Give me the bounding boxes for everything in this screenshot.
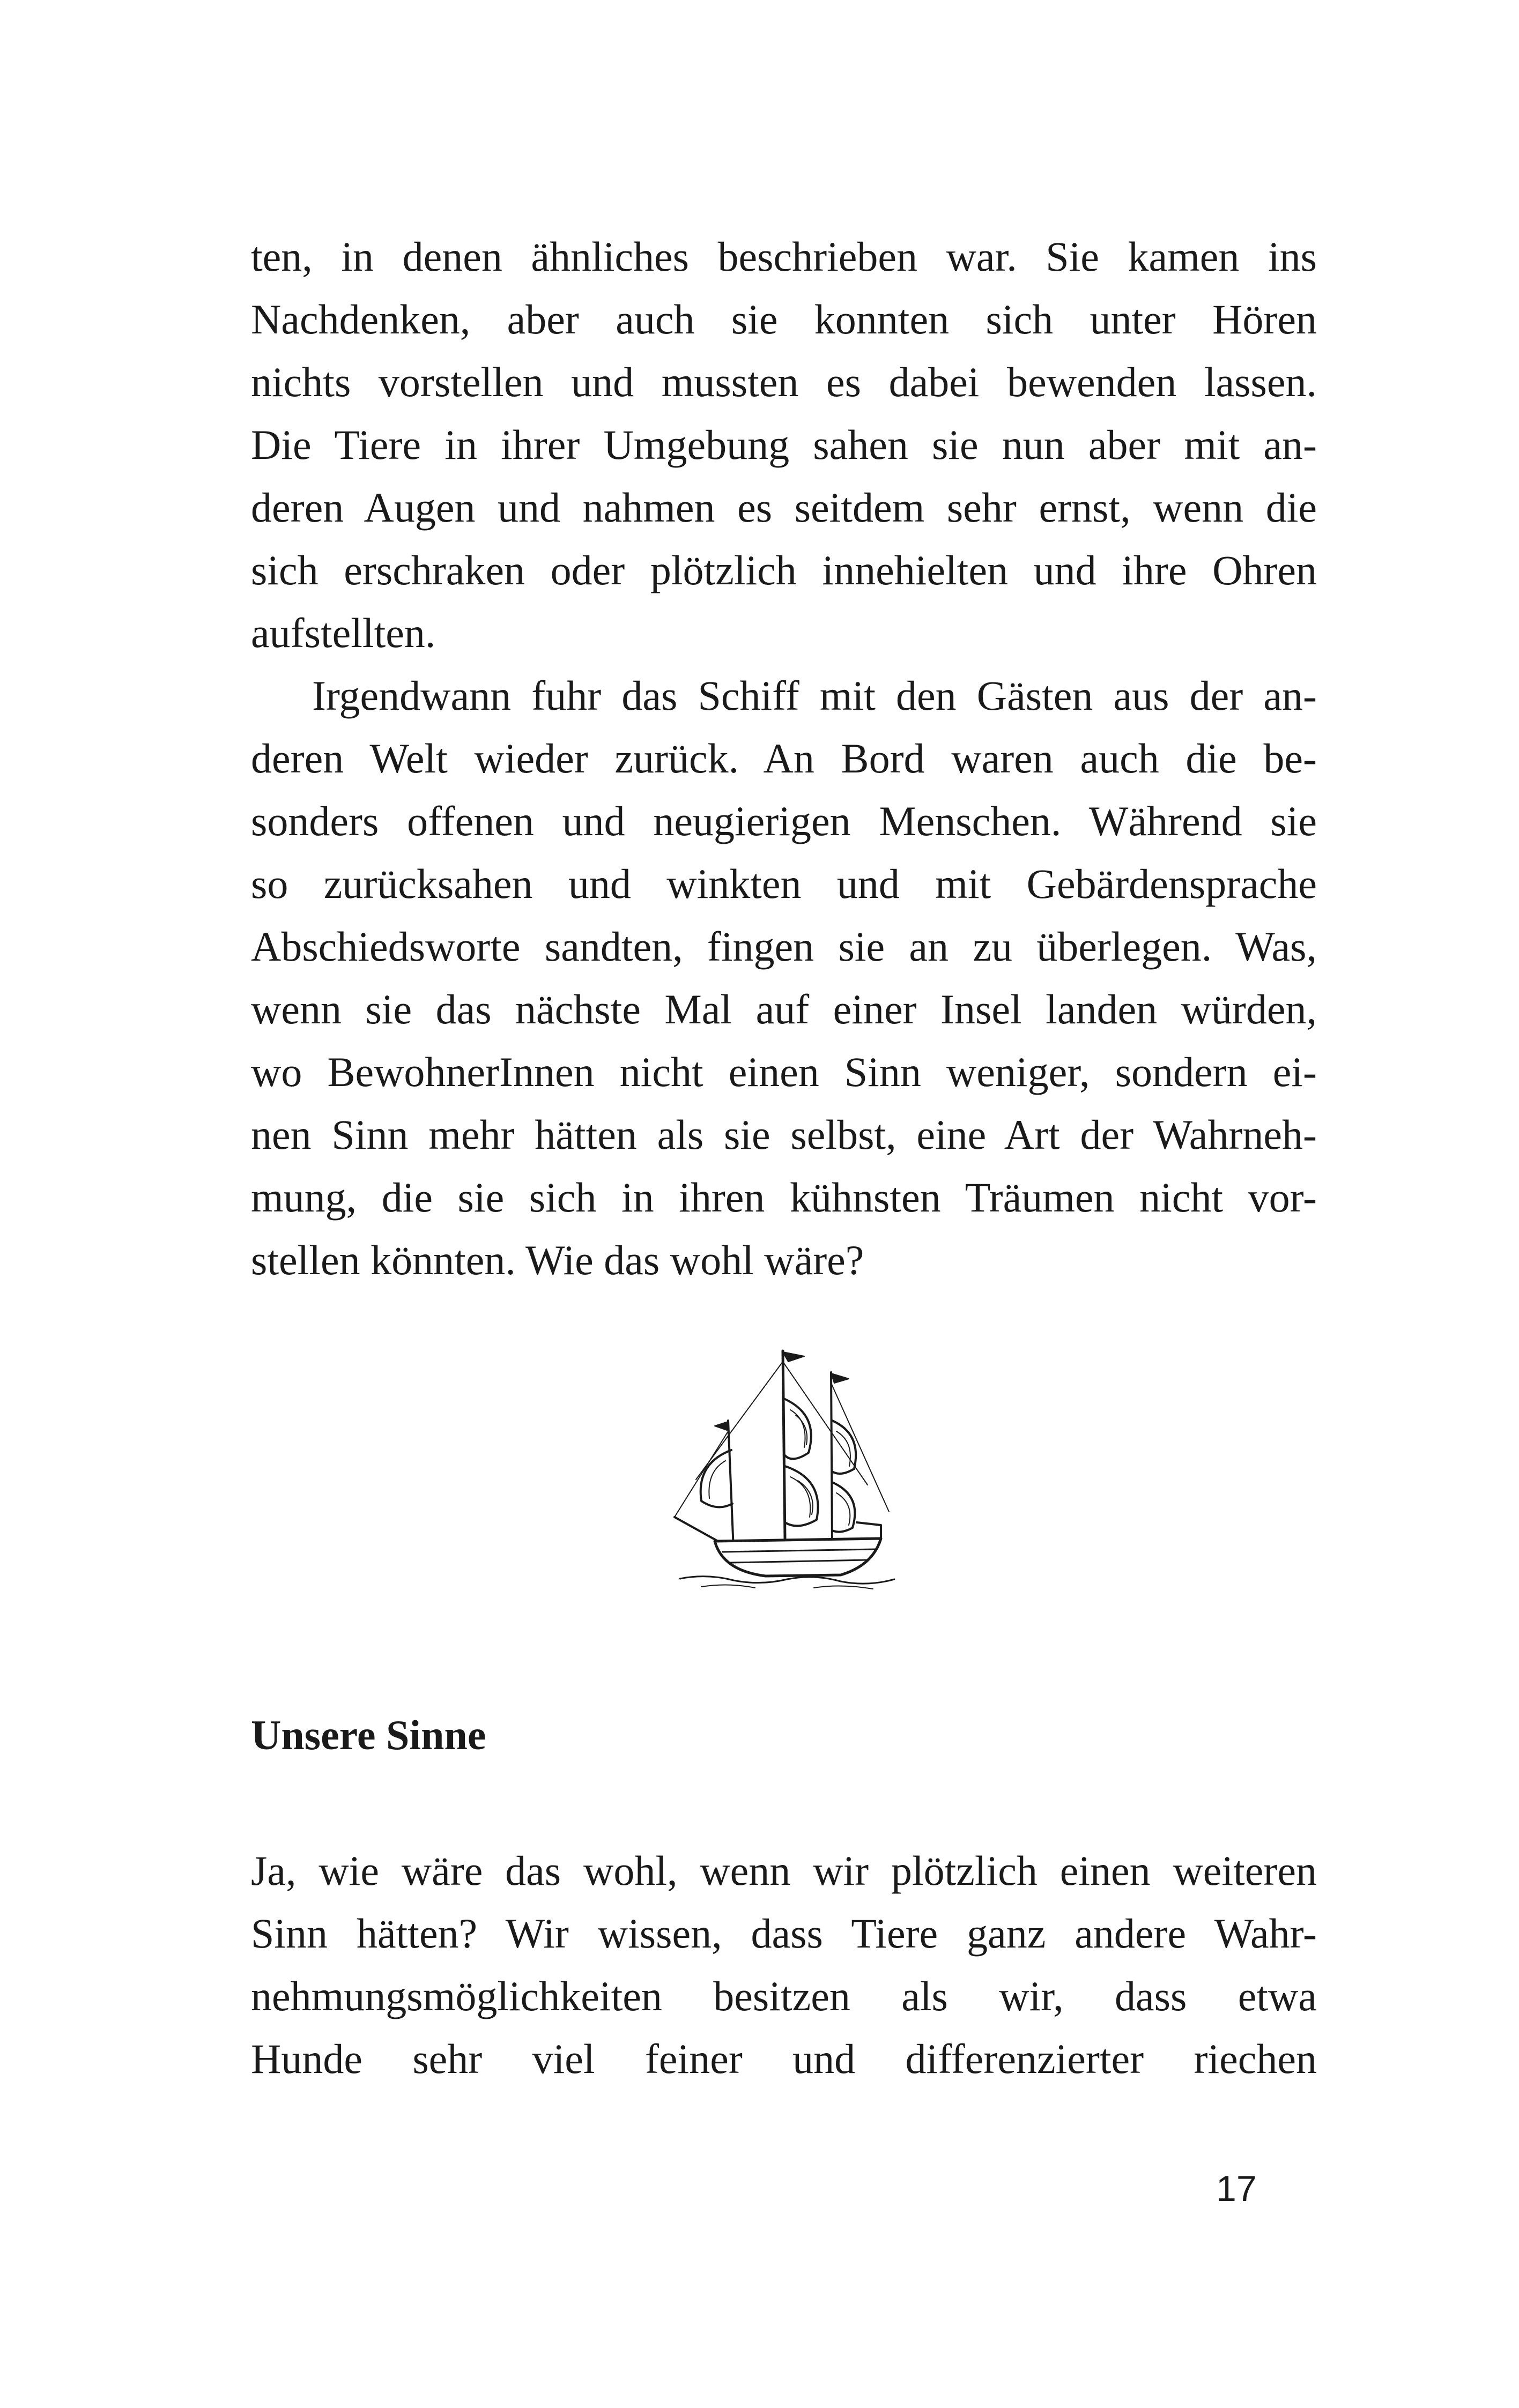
paragraph-2-line-5: Abschiedsworte sandten, fingen sie an zu überlegen. Was, (251, 923, 1317, 970)
paragraph-2-line-1: Irgendwann fuhr das Schiff mit den Gästen aus der an- (312, 672, 1317, 719)
paragraph-2-line-4: so zurücksahen und winkten und mit Gebärdensprache (251, 860, 1317, 907)
paragraph-2-line-6: wenn sie das nächste Mal auf einer Insel landen würden, (251, 986, 1317, 1032)
paragraph-1-line-6: sich erschraken oder plötzlich innehielten und ihre Ohren (251, 547, 1317, 593)
paragraph-2-line-8: nen Sinn mehr hätten als sie selbst, eine Art der Wahrneh- (251, 1111, 1317, 1158)
paragraph-1-line-1: ten, in denen ähnliches beschrieben war. Sie kamen ins (251, 233, 1317, 280)
paragraph-1-line-4: Die Tiere in ihrer Umgebung sahen sie nun aber mit an- (251, 421, 1317, 468)
paragraph-2-line-3: sonders offenen und neugierigen Menschen. Während sie (251, 798, 1317, 844)
section-heading: Unsere Sinne (251, 1712, 486, 1758)
section-paragraph-line-2: Sinn hätten? Wir wissen, dass Tiere ganz andere Wahr- (251, 1910, 1317, 1957)
section-paragraph-line-4: Hunde sehr viel feiner und differenzierter riechen (251, 2035, 1317, 2082)
paragraph-2-line-10: stellen könnten. Wie das wohl wäre? (251, 1237, 864, 1283)
section-paragraph-line-1: Ja, wie wäre das wohl, wenn wir plötzlich einen weiteren (251, 1847, 1317, 1894)
page-number: 17 (1216, 2168, 1257, 2209)
section-paragraph-line-3: nehmungsmöglichkeiten besitzen als wir, dass etwa (251, 1973, 1317, 2019)
sailing-ship-icon (664, 1340, 905, 1592)
paragraph-2-line-2: deren Welt wieder zurück. An Bord waren auch die be- (251, 735, 1317, 782)
paragraph-2-line-9: mung, die sie sich in ihren kühnsten Träumen nicht vor- (251, 1174, 1317, 1221)
paragraph-1-line-7: aufstellten. (251, 610, 436, 656)
paragraph-1-line-3: nichts vorstellen und mussten es dabei bewenden lassen. (251, 359, 1317, 405)
paragraph-1-line-2: Nachdenken, aber auch sie konnten sich unter Hören (251, 296, 1317, 343)
paragraph-1-line-5: deren Augen und nahmen es seitdem sehr ernst, wenn die (251, 484, 1317, 531)
paragraph-2-line-7: wo BewohnerInnen nicht einen Sinn weniger, sondern ei- (251, 1049, 1317, 1095)
